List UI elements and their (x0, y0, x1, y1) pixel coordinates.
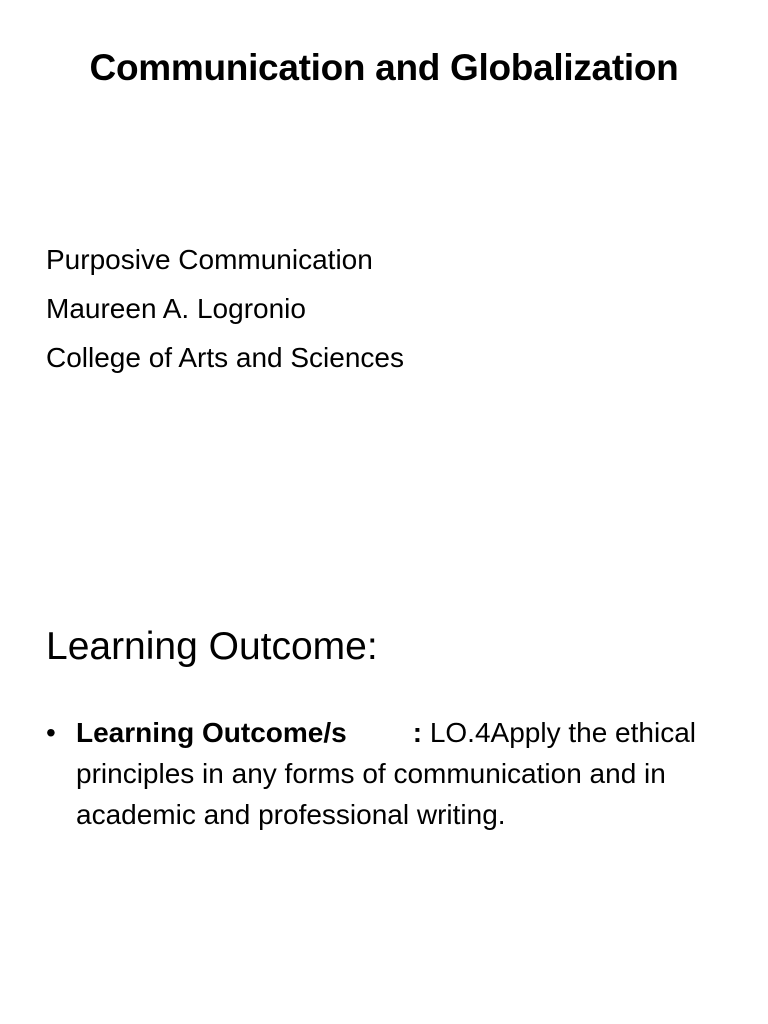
college-name: College of Arts and Sciences (46, 342, 404, 373)
label-colon: : (412, 717, 423, 748)
author-name: Maureen A. Logronio (46, 293, 306, 324)
learning-outcome-label: Learning Outcome/s (76, 717, 347, 748)
learning-outcome-heading: Learning Outcome: (46, 625, 378, 668)
learning-outcome-text: LO.4Apply the ethical principles in any forms of communication and in academic and professional writing. (76, 717, 696, 830)
course-name: Purposive Communication (46, 244, 373, 275)
list-item (46, 712, 726, 835)
slide-title: Communication and Globalization (89, 47, 679, 88)
bullet-list (46, 712, 726, 835)
subtitle-block (46, 235, 726, 382)
bullet-marker: • (46, 717, 56, 748)
learning-outcome-slide (0, 512, 768, 1024)
